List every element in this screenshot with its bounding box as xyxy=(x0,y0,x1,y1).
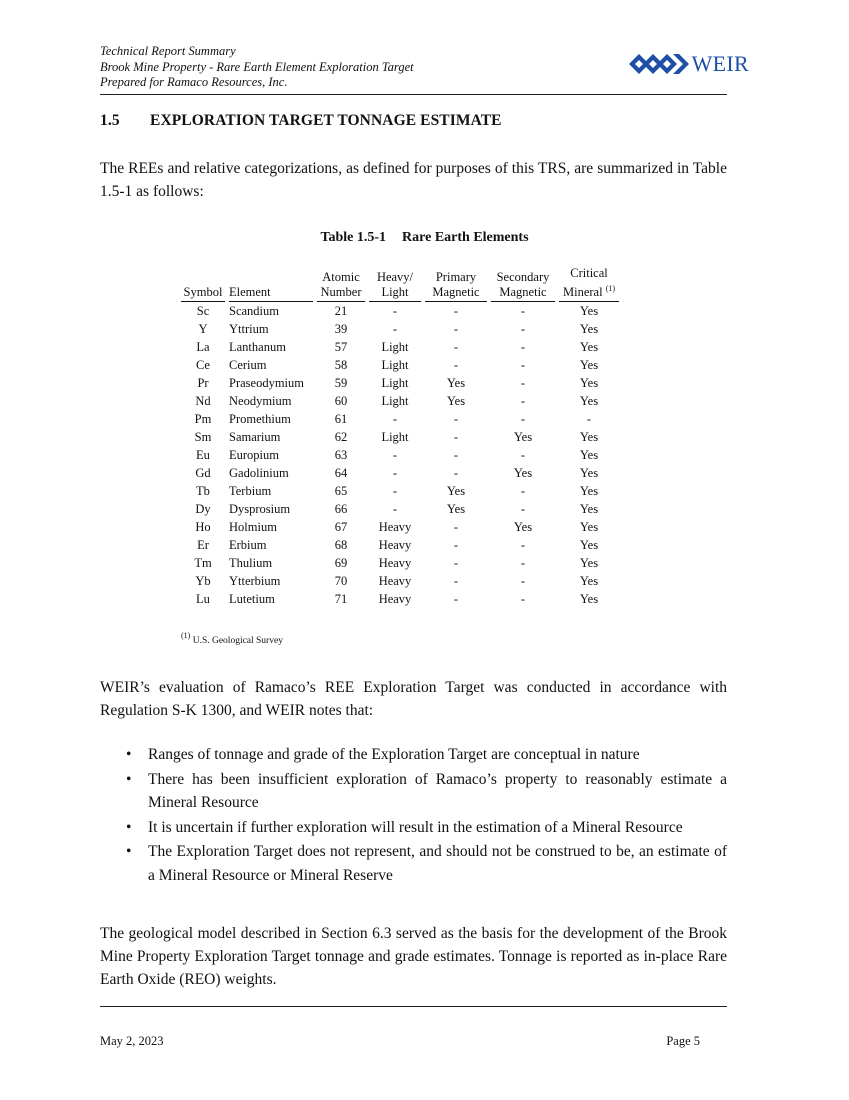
footer-page-number: Page 5 xyxy=(666,1034,700,1048)
cell-symbol: Nd xyxy=(195,394,211,408)
cell-element: Erbium xyxy=(229,538,267,552)
cell-secondary-magnetic: - xyxy=(520,484,526,498)
cell-element: Scandium xyxy=(229,304,279,318)
bullet-icon: • xyxy=(126,746,132,763)
cell-element: Gadolinium xyxy=(229,466,289,480)
cell-symbol: Ce xyxy=(196,358,210,372)
cell-critical-mineral: Yes xyxy=(579,538,599,552)
cell-heavy-light: Light xyxy=(381,430,409,444)
cell-primary-magnetic: Yes xyxy=(446,376,466,390)
cell-primary-magnetic: - xyxy=(453,340,459,354)
cell-element: Dysprosium xyxy=(229,502,291,516)
col-header-atomic-number: Atomic Number xyxy=(317,266,365,302)
footnote-mark: (1) xyxy=(181,631,191,640)
cell-atomic-number: 64 xyxy=(334,466,348,480)
cell-symbol: Yb xyxy=(195,574,211,588)
cell-atomic-number: 61 xyxy=(334,412,348,426)
table-header-row xyxy=(181,266,619,302)
cell-critical-mineral: Yes xyxy=(579,592,599,606)
cell-atomic-number: 68 xyxy=(334,538,348,552)
cell-critical-mineral: Yes xyxy=(579,448,599,462)
col-header-element: Element xyxy=(229,266,313,302)
section-title: EXPLORATION TARGET TONNAGE ESTIMATE xyxy=(150,112,502,129)
cell-atomic-number: 60 xyxy=(334,394,348,408)
cell-heavy-light: Light xyxy=(381,340,409,354)
cell-secondary-magnetic: Yes xyxy=(513,520,533,534)
table-row xyxy=(181,590,619,608)
cell-symbol: Sc xyxy=(196,304,210,318)
cell-atomic-number: 62 xyxy=(334,430,348,444)
cell-atomic-number: 70 xyxy=(334,574,348,588)
cell-heavy-light: - xyxy=(392,412,398,426)
cell-symbol: Ho xyxy=(195,520,211,534)
table-row xyxy=(181,482,619,500)
section-heading xyxy=(100,112,502,130)
cell-secondary-magnetic: - xyxy=(520,502,526,516)
cell-symbol: Tb xyxy=(196,484,210,498)
cell-secondary-magnetic: - xyxy=(520,394,526,408)
cell-element: Lanthanum xyxy=(229,340,286,354)
cell-atomic-number: 66 xyxy=(334,502,348,516)
closing-paragraph: The geological model described in Section 6.3 served as the basis for the development of the Brook Mine Property Exploration Target tonnage and grade estimates. Tonnage is reported as in-place Rare Earth Oxide (REO) weights. xyxy=(100,925,727,988)
cell-element: Neodymium xyxy=(229,394,292,408)
section-number: 1.5 xyxy=(100,112,120,129)
cell-secondary-magnetic: - xyxy=(520,448,526,462)
cell-primary-magnetic: - xyxy=(453,556,459,570)
bullet-text: Ranges of tonnage and grade of the Exploration Target are conceptual in nature xyxy=(148,746,640,763)
cell-element: Yttrium xyxy=(229,322,269,336)
cell-symbol: Y xyxy=(198,322,208,336)
cell-atomic-number: 21 xyxy=(334,304,348,318)
bullet-text: There has been insufficient exploration of Ramaco’s property to reasonably estimate a Mineral Resource xyxy=(148,770,727,811)
cell-heavy-light: - xyxy=(392,448,398,462)
table-row xyxy=(181,554,619,572)
rare-earth-elements-table xyxy=(177,266,623,608)
cell-atomic-number: 69 xyxy=(334,556,348,570)
table-row xyxy=(181,338,619,356)
table-row xyxy=(181,392,619,410)
cell-primary-magnetic: - xyxy=(453,466,459,480)
table-label: Table 1.5-1 xyxy=(320,230,387,245)
table-row xyxy=(181,572,619,590)
footer-divider xyxy=(100,1006,727,1007)
bullet-item xyxy=(100,768,727,815)
cell-heavy-light: - xyxy=(392,322,398,336)
cell-primary-magnetic: - xyxy=(453,322,459,336)
bullet-icon: • xyxy=(126,770,132,788)
col-header-critical-mineral: Critical Mineral $^{(1)}$ xyxy=(559,266,619,302)
cell-element: Praseodymium xyxy=(229,376,304,390)
cell-primary-magnetic: - xyxy=(453,574,459,588)
cell-heavy-light: Light xyxy=(381,394,409,408)
cell-symbol: Pm xyxy=(194,412,212,426)
cell-secondary-magnetic: - xyxy=(520,538,526,552)
cell-secondary-magnetic: - xyxy=(520,556,526,570)
col-header-secondary-magnetic: Secondary Magnetic xyxy=(491,266,555,302)
bullet-icon: • xyxy=(126,843,132,860)
logo-wordmark: WEIR xyxy=(691,51,749,76)
cell-heavy-light: Heavy xyxy=(378,520,412,534)
table-row xyxy=(181,302,619,320)
cell-symbol: Dy xyxy=(195,502,211,516)
cell-primary-magnetic: - xyxy=(453,538,459,552)
cell-secondary-magnetic: - xyxy=(520,358,526,372)
cell-primary-magnetic: - xyxy=(453,592,459,606)
cell-primary-magnetic: Yes xyxy=(446,394,466,408)
cell-critical-mineral: Yes xyxy=(579,466,599,480)
cell-secondary-magnetic: - xyxy=(520,340,526,354)
cell-symbol: Er xyxy=(197,538,209,552)
cell-critical-mineral: Yes xyxy=(579,430,599,444)
bullet-item xyxy=(100,840,727,887)
table-row xyxy=(181,446,619,464)
cell-heavy-light: Heavy xyxy=(378,538,412,552)
cell-element: Terbium xyxy=(229,484,272,498)
cell-heavy-light: Heavy xyxy=(378,556,412,570)
cell-element: Ytterbium xyxy=(229,574,281,588)
cell-symbol: La xyxy=(196,340,210,354)
cell-primary-magnetic: - xyxy=(453,358,459,372)
cell-secondary-magnetic: - xyxy=(520,592,526,606)
cell-primary-magnetic: - xyxy=(453,304,459,318)
bullet-text: It is uncertain if further exploration will result in the estimation of a Mineral Resource xyxy=(148,818,683,836)
bullet-icon: • xyxy=(126,818,132,836)
cell-heavy-light: Light xyxy=(381,358,409,372)
cell-heavy-light: Heavy xyxy=(378,574,412,588)
cell-heavy-light: - xyxy=(392,466,398,480)
header-client: Prepared for Ramaco Resources, Inc. xyxy=(100,75,288,89)
cell-primary-magnetic: - xyxy=(453,412,459,426)
table-footnote xyxy=(181,631,283,646)
table-row xyxy=(181,320,619,338)
cell-heavy-light: - xyxy=(392,484,398,498)
cell-symbol: Pr xyxy=(197,376,209,390)
cell-secondary-magnetic: - xyxy=(520,304,526,318)
cell-critical-mineral: Yes xyxy=(579,574,599,588)
weir-logo xyxy=(629,51,749,77)
cell-heavy-light: Light xyxy=(381,376,409,390)
cell-secondary-magnetic: - xyxy=(520,412,526,426)
col-header-heavy-light: Heavy/ Light xyxy=(369,266,421,302)
table-row xyxy=(181,518,619,536)
table-row xyxy=(181,356,619,374)
footer-date: May 2, 2023 xyxy=(100,1034,164,1048)
cell-primary-magnetic: - xyxy=(453,520,459,534)
cell-element: Cerium xyxy=(229,358,267,372)
table-row xyxy=(181,536,619,554)
cell-atomic-number: 39 xyxy=(334,322,348,336)
cell-atomic-number: 67 xyxy=(334,520,348,534)
diamond-chevron-icon xyxy=(629,52,689,76)
cell-atomic-number: 65 xyxy=(334,484,348,498)
cell-atomic-number: 58 xyxy=(334,358,348,372)
notes-bullet-list xyxy=(100,743,727,888)
cell-symbol: Gd xyxy=(195,466,211,480)
header-project-name: Brook Mine Property - Rare Earth Element Exploration Target xyxy=(100,59,414,74)
bullet-item xyxy=(100,743,727,767)
cell-primary-magnetic: Yes xyxy=(446,502,466,516)
cell-critical-mineral: Yes xyxy=(579,556,599,570)
cell-element: Samarium xyxy=(229,430,281,444)
cell-critical-mineral: Yes xyxy=(579,358,599,372)
cell-critical-mineral: Yes xyxy=(579,304,599,318)
page-header xyxy=(100,44,749,95)
footnote-text: U.S. Geological Survey xyxy=(192,636,283,646)
cell-critical-mineral: Yes xyxy=(579,376,599,390)
cell-critical-mineral: - xyxy=(586,412,592,426)
cell-atomic-number: 71 xyxy=(334,592,348,606)
cell-element: Promethium xyxy=(229,412,291,426)
table-row xyxy=(181,374,619,392)
intro-paragraph: The REEs and relative categorizations, as defined for purposes of this TRS, are summarized in Table 1.5-1 as follows: xyxy=(100,160,727,200)
cell-atomic-number: 59 xyxy=(334,376,348,390)
col-header-symbol: Symbol xyxy=(181,266,225,302)
cell-heavy-light: - xyxy=(392,502,398,516)
cell-critical-mineral: Yes xyxy=(579,520,599,534)
col-header-primary-magnetic: Primary Magnetic xyxy=(425,266,487,302)
cell-heavy-light: - xyxy=(392,304,398,318)
cell-secondary-magnetic: Yes xyxy=(513,430,533,444)
bullet-text: The Exploration Target does not represent, and should not be construed to be, an estimate of a Mineral Resource or Mineral Reserve xyxy=(148,843,727,884)
evaluation-paragraph: WEIR’s evaluation of Ramaco’s REE Exploration Target was conducted in accordance with Regulation S-K 1300, and WEIR notes that: xyxy=(100,679,727,719)
table-row xyxy=(181,500,619,518)
table-body xyxy=(181,302,619,608)
table-row xyxy=(181,428,619,446)
header-text xyxy=(100,44,414,91)
cell-element: Europium xyxy=(229,448,279,462)
table-row xyxy=(181,410,619,428)
table-row xyxy=(181,464,619,482)
table-caption xyxy=(0,230,849,246)
cell-critical-mineral: Yes xyxy=(579,340,599,354)
cell-atomic-number: 63 xyxy=(334,448,348,462)
cell-secondary-magnetic: - xyxy=(520,376,526,390)
cell-element: Thulium xyxy=(229,556,273,570)
cell-primary-magnetic: - xyxy=(453,448,459,462)
cell-symbol: Tm xyxy=(194,556,212,570)
cell-element: Lutetium xyxy=(229,592,275,606)
header-report-type: Technical Report Summary xyxy=(100,44,236,58)
footnote-marker: (1) xyxy=(605,284,616,293)
table-title: Rare Earth Elements xyxy=(402,230,529,245)
cell-atomic-number: 57 xyxy=(334,340,348,354)
cell-secondary-magnetic: - xyxy=(520,574,526,588)
cell-symbol: Lu xyxy=(196,592,210,606)
cell-critical-mineral: Yes xyxy=(579,394,599,408)
cell-critical-mineral: Yes xyxy=(579,484,599,498)
cell-symbol: Eu xyxy=(196,448,210,462)
cell-element: Holmium xyxy=(229,520,277,534)
cell-primary-magnetic: Yes xyxy=(446,484,466,498)
cell-critical-mineral: Yes xyxy=(579,502,599,516)
cell-critical-mineral: Yes xyxy=(579,322,599,336)
bullet-item xyxy=(100,816,727,840)
cell-secondary-magnetic: Yes xyxy=(513,466,533,480)
cell-primary-magnetic: - xyxy=(453,430,459,444)
cell-symbol: Sm xyxy=(194,430,212,444)
cell-heavy-light: Heavy xyxy=(378,592,412,606)
cell-secondary-magnetic: - xyxy=(520,322,526,336)
